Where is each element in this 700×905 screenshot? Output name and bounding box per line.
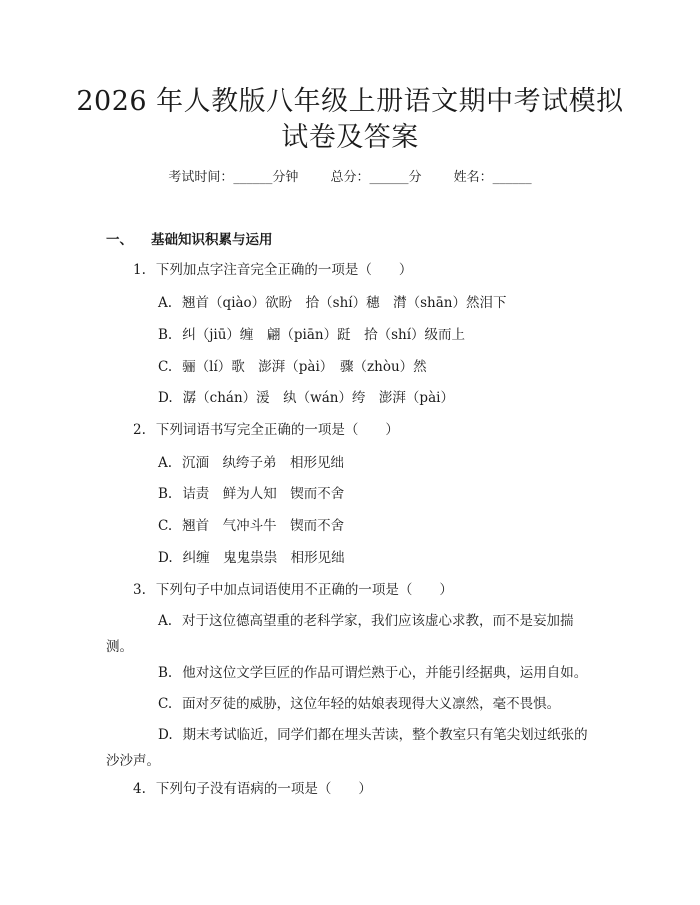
question-4 <box>133 779 372 799</box>
option-text: 对于这位德高望重的老科学家，我们应该虚心求教，而不是妄加揣测。 <box>106 613 574 655</box>
question-text: 下列加点字注音完全正确的一项是（ ） <box>155 262 413 278</box>
exam-meta <box>0 168 700 188</box>
question-3-option-d <box>106 722 590 774</box>
exam-time-field: 考试时间：______分钟 <box>168 170 299 185</box>
section-heading <box>106 230 273 250</box>
option-text: 他对这位文学巨匠的作品可谓烂熟于心，并能引经据典，运用自如。 <box>182 665 588 681</box>
question-2 <box>133 420 399 440</box>
section-title: 基础知识积累与运用 <box>151 232 273 248</box>
option-label: B. <box>158 665 173 681</box>
exam-title-line2: 试卷及答案 <box>281 122 419 153</box>
question-number: 4. <box>133 781 146 797</box>
question-2-option-c <box>158 516 344 536</box>
question-text: 下列词语书写完全正确的一项是（ ） <box>155 422 399 438</box>
option-text: 纠（jiū）缠 翩（piān）跹 拾（shí）级而上 <box>182 327 466 343</box>
question-2-option-d <box>158 548 345 568</box>
question-number: 3. <box>133 582 146 598</box>
exam-name-field: 姓名：______ <box>453 170 532 185</box>
option-label: A. <box>158 455 173 471</box>
question-number: 2. <box>133 422 146 438</box>
question-3 <box>133 580 453 600</box>
option-label: A. <box>158 295 173 311</box>
question-number: 1. <box>133 262 146 278</box>
question-1-option-c <box>158 357 427 377</box>
option-label: D. <box>158 390 173 406</box>
question-text: 下列句子中加点词语使用不正确的一项是（ ） <box>155 582 453 598</box>
question-2-option-a <box>158 453 344 473</box>
option-label: D. <box>158 727 173 743</box>
exam-title-line1: 2026 年人教版八年级上册语文期中考试模拟 <box>76 86 624 117</box>
option-text: 翘首（qiào）欲盼 拾（shí）穗 潸（shān）然泪下 <box>182 295 507 311</box>
question-text: 下列句子没有语病的一项是（ ） <box>155 781 372 797</box>
question-3-option-a <box>106 608 590 660</box>
question-3-option-b <box>106 660 590 686</box>
option-label: B. <box>158 486 173 502</box>
option-label: C. <box>158 518 173 534</box>
option-text: 翘首 气冲斗牛 锲而不舍 <box>182 518 345 534</box>
option-label: C. <box>158 359 173 375</box>
option-label: A. <box>158 613 173 629</box>
option-text: 潺（chán）湲 纨（wán）绔 澎湃（pài） <box>182 390 454 406</box>
question-2-option-b <box>158 484 344 504</box>
question-1-option-b <box>158 325 465 345</box>
option-label: C. <box>158 696 173 712</box>
option-label: D. <box>158 550 173 566</box>
option-text: 诘责 鲜为人知 锲而不舍 <box>182 486 345 502</box>
exam-score-field: 总分：______分 <box>330 170 422 185</box>
question-1-option-a <box>158 293 507 313</box>
section-number: 一、 <box>106 232 133 248</box>
option-label: B. <box>158 327 173 343</box>
question-1 <box>133 260 412 280</box>
question-3-option-c <box>106 691 590 717</box>
option-text: 纠缠 鬼鬼祟祟 相形见绌 <box>182 550 345 566</box>
option-text: 期末考试临近，同学们都在埋头苦读，整个教室只有笔尖划过纸张的沙沙声。 <box>106 727 588 769</box>
option-text: 骊（lí）歌 澎湃（pài） 骤（zhòu）然 <box>182 359 427 375</box>
question-1-option-d <box>158 388 454 408</box>
option-text: 沉湎 纨绔子弟 相形见绌 <box>182 455 345 471</box>
option-text: 面对歹徒的威胁，这位年轻的姑娘表现得大义凛然，毫不畏惧。 <box>182 696 561 712</box>
